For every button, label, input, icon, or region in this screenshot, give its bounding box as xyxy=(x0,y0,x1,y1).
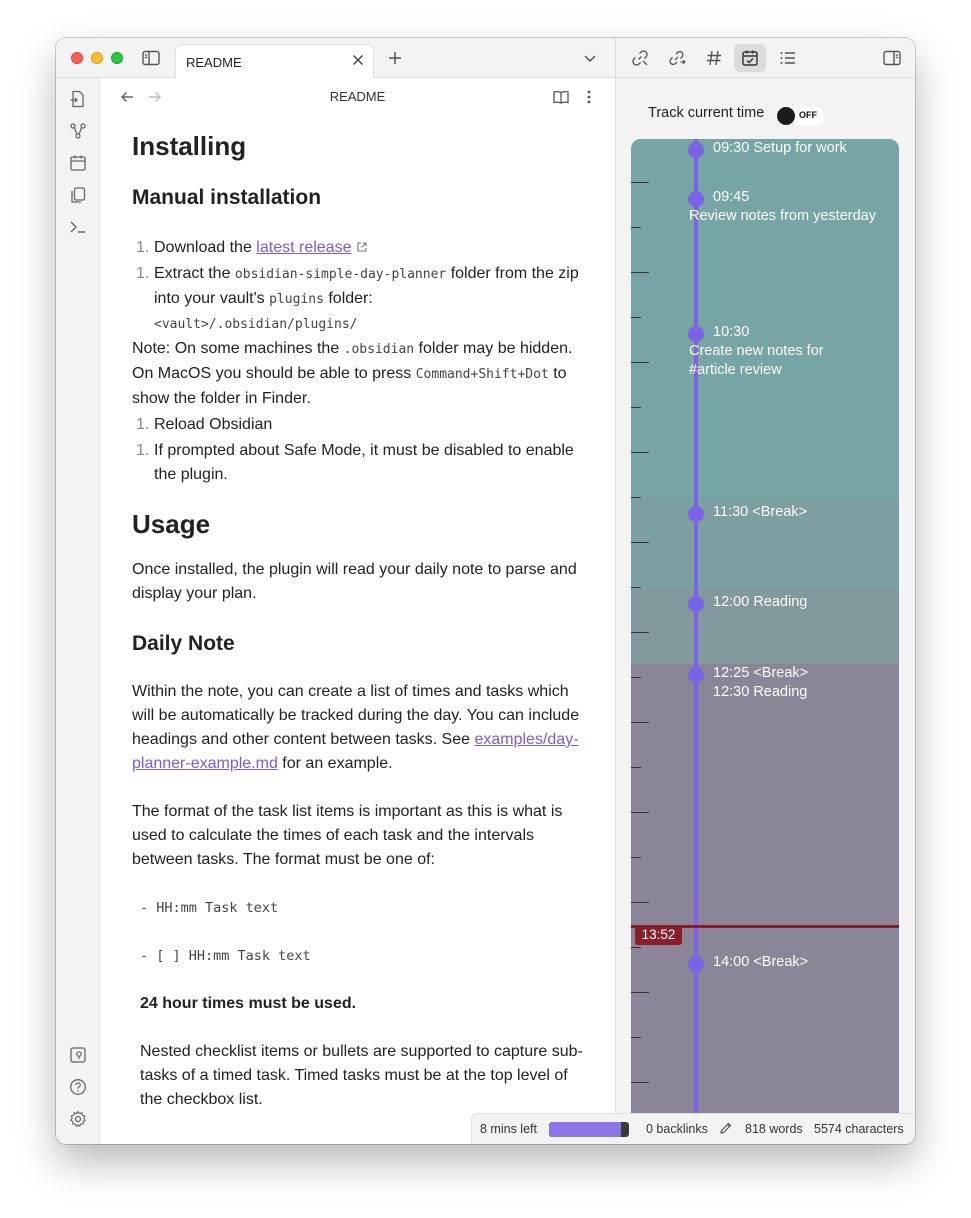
pencil-icon[interactable] xyxy=(719,1121,733,1135)
word-count: 818 words xyxy=(745,1122,803,1136)
time-left-label[interactable]: 8 mins left xyxy=(480,1122,537,1136)
note-paragraph: Note: On some machines the .obsidian folder may be hidden. On MacOS you should be able to press Command+Shift+Dot to show the folder in Finder. xyxy=(132,340,573,407)
external-link-icon xyxy=(356,241,368,253)
time-tick xyxy=(631,1082,649,1083)
zoom-window-button[interactable] xyxy=(111,52,123,64)
tab-bar xyxy=(56,38,615,78)
terminal-icon[interactable] xyxy=(69,218,87,236)
time-tick xyxy=(631,947,641,948)
time-tick xyxy=(631,227,641,228)
task-dot xyxy=(688,506,704,522)
left-sidebar-toggle-icon[interactable] xyxy=(142,50,160,66)
minimize-window-button[interactable] xyxy=(91,52,103,64)
day-planner-icon[interactable] xyxy=(741,49,759,67)
heading-daily-note: Daily Note xyxy=(132,632,235,655)
task-label: 12:30 Reading xyxy=(713,684,808,700)
time-tick xyxy=(631,677,641,678)
right-sidebar-toggle-icon[interactable] xyxy=(883,49,901,67)
time-tick xyxy=(631,272,649,273)
track-current-time-label: Track current time xyxy=(648,105,765,121)
time-tick xyxy=(631,542,649,543)
help-icon[interactable] xyxy=(69,1078,87,1096)
task-label: 10:30 xyxy=(713,324,750,340)
task-label: 14:00 <Break> xyxy=(713,954,809,970)
time-tick xyxy=(631,587,641,588)
tags-icon[interactable] xyxy=(705,49,723,67)
tab-title: README xyxy=(186,55,242,70)
task-label: 11:30 <Break> xyxy=(713,504,808,520)
current-time-badge: 13:52 xyxy=(635,925,682,945)
time-tick xyxy=(631,497,641,498)
settings-icon[interactable] xyxy=(69,1110,87,1128)
task-block[interactable] xyxy=(631,183,899,499)
task-dot xyxy=(688,191,704,207)
day-progress-bar[interactable] xyxy=(549,1122,629,1137)
time-tick xyxy=(631,407,641,408)
time-tick xyxy=(631,362,649,363)
time-tick xyxy=(631,812,649,813)
note-content xyxy=(132,128,592,1112)
progress-fill xyxy=(549,1122,621,1137)
daily-note-paragraph: Within the note, you can create a list of times and tasks which will be automatically be tracked during the day. You can include headings and other content between tasks. See examples/day-planner-example.md for an example. xyxy=(132,683,580,772)
new-tab-icon[interactable] xyxy=(387,50,403,66)
toggle-knob xyxy=(777,107,795,125)
code-example-2: - [ ] HH:mm Task text xyxy=(140,948,311,964)
task-label: 12:00 Reading xyxy=(713,594,808,610)
heading-usage: Usage xyxy=(132,509,211,539)
more-options-icon[interactable] xyxy=(583,89,595,105)
heading-installing: Installing xyxy=(132,131,247,161)
calendar-icon[interactable] xyxy=(69,154,87,172)
copy-icon[interactable] xyxy=(69,186,87,204)
list-item: 1. Extract the obsidian-simple-day-planner folder from the zip into your vault's plugins folder: <vault>/.obsidian/plugins/ xyxy=(136,265,579,332)
time-tick xyxy=(631,632,649,633)
close-window-button[interactable] xyxy=(71,52,83,64)
view-header-title[interactable]: README xyxy=(329,89,386,104)
example-file-link[interactable]: examples/day-planner-example.md xyxy=(132,731,579,772)
tab-readme[interactable] xyxy=(175,44,374,79)
latest-release-link[interactable]: latest release xyxy=(256,239,352,256)
time-tick xyxy=(631,722,649,723)
day-planner-timeline[interactable] xyxy=(631,139,899,1113)
graph-icon[interactable] xyxy=(69,122,87,140)
app-window xyxy=(56,38,915,1144)
task-block[interactable] xyxy=(631,664,899,1113)
task-label: Create new notes for xyxy=(689,343,824,359)
backlinks-count[interactable]: 0 backlinks xyxy=(646,1122,708,1136)
vault-switch-icon[interactable] xyxy=(69,1046,87,1064)
character-count: 5574 characters xyxy=(814,1122,904,1136)
code-example-1: - HH:mm Task text xyxy=(140,900,279,916)
nested-paragraph: Nested checklist items or bullets are supported to capture sub-tasks of a timed task. Timed tasks must be at the top level of the checkbox list. xyxy=(140,1043,583,1108)
task-label: Review notes from yesterday xyxy=(689,208,876,224)
time-tick xyxy=(631,317,641,318)
time-tick xyxy=(631,902,649,903)
usage-paragraph: Once installed, the plugin will read your daily note to parse and display your plan. xyxy=(132,561,577,602)
task-dot xyxy=(688,956,704,972)
time-tick xyxy=(631,182,649,183)
task-dot xyxy=(688,667,704,683)
task-dot xyxy=(688,142,704,158)
status-bar xyxy=(471,1113,915,1144)
list-item: 1. Reload Obsidian xyxy=(136,416,273,433)
time-tick xyxy=(631,452,649,453)
list-item: 1. Download the latest release xyxy=(132,236,592,260)
track-time-toggle[interactable] xyxy=(776,106,824,126)
backlinks-icon[interactable] xyxy=(631,49,649,67)
right-sidebar-tabs xyxy=(616,38,915,78)
editor-pane xyxy=(100,78,615,1144)
list-item: 1. If prompted about Safe Mode, it must be disabled to enable the plugin. xyxy=(136,442,574,483)
time-tick xyxy=(631,857,641,858)
task-dot xyxy=(688,596,704,612)
file-switch-icon[interactable] xyxy=(69,90,87,108)
task-dot xyxy=(688,326,704,342)
bold-note: 24 hour times must be used. xyxy=(140,995,357,1012)
outgoing-links-icon[interactable] xyxy=(668,49,686,67)
outline-icon[interactable] xyxy=(779,49,797,67)
time-tick xyxy=(631,1037,641,1038)
task-label: #article review xyxy=(689,362,782,378)
toggle-state: OFF xyxy=(799,110,817,120)
format-paragraph: The format of the task list items is important as this is what is used to calculate the times of each task and the intervals between tasks. The format must be one of: xyxy=(132,803,563,868)
task-label: 09:30 Setup for work xyxy=(713,140,847,156)
close-tab-icon[interactable] xyxy=(351,53,365,67)
time-tick xyxy=(631,992,649,993)
book-open-icon[interactable] xyxy=(553,89,569,105)
task-label: 12:25 <Break> xyxy=(713,665,809,681)
time-tick xyxy=(631,767,641,768)
left-ribbon xyxy=(56,78,100,1144)
chevron-down-icon[interactable] xyxy=(583,51,597,65)
right-sidebar xyxy=(615,38,915,1113)
heading-manual-installation: Manual installation xyxy=(132,186,322,209)
task-label: 09:45 xyxy=(713,189,750,205)
